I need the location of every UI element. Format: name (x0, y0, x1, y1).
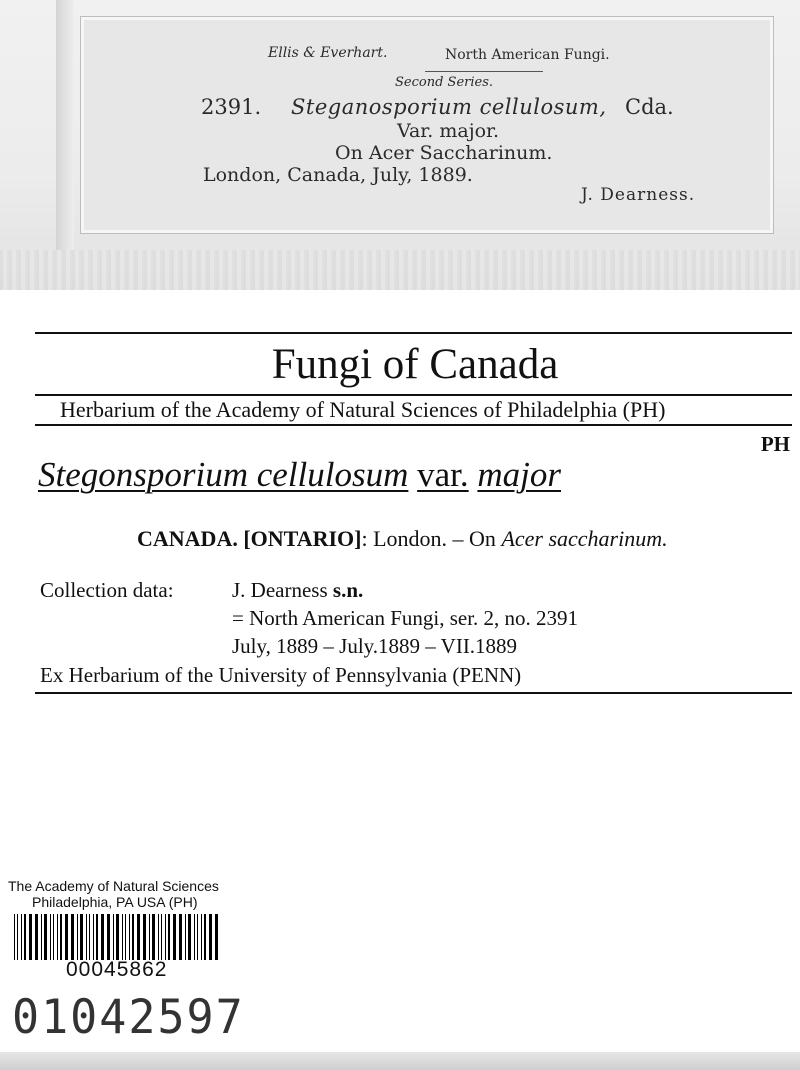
label-rule-top (35, 332, 792, 334)
exsiccata-species-author: Cda. (625, 95, 674, 119)
collector-name: J. Dearness (232, 578, 333, 602)
barcode-bar (29, 914, 32, 960)
barcode-bar (125, 914, 126, 960)
barcode-number: 00045862 (66, 958, 168, 981)
label-rule-institution (35, 424, 792, 426)
barcode-bar (116, 914, 119, 960)
barcode-bar (21, 914, 22, 960)
barcode-bar (113, 914, 114, 960)
barcode-bar (35, 914, 38, 960)
barcode-bar (41, 914, 42, 960)
locality-province: [ONTARIO] (243, 526, 362, 551)
barcode-bar (179, 914, 182, 960)
barcode-bar (101, 914, 104, 960)
barcode-bar (165, 914, 166, 960)
barcode-bar (173, 914, 176, 960)
collector-number: s.n. (332, 578, 364, 602)
exsiccata-authors: Ellis & Everhart. (268, 45, 388, 61)
stamp-institution: The Academy of Natural Sciences (8, 878, 219, 894)
taxon-infraspecific: major (477, 455, 562, 494)
label-rule-title (35, 394, 792, 396)
collection-dates: July, 1889 – July.1889 – VII.1889 (232, 634, 518, 658)
barcode-bar (161, 914, 162, 960)
barcode-bar (96, 914, 98, 960)
barcode-bar (24, 914, 26, 960)
collector-line (232, 578, 363, 603)
barcode-bar (57, 914, 58, 960)
exsiccata-series: North American Fungi. (445, 47, 610, 63)
barcode-bar (152, 914, 155, 960)
barcode-bar (80, 914, 83, 960)
exsiccata-host: On Acer Saccharinum. (335, 142, 553, 164)
label-rule-bottom (35, 692, 792, 694)
herbarium-code: PH (760, 432, 790, 456)
barcode-bar (60, 914, 62, 960)
barcode-bar (143, 914, 146, 960)
barcode-bar (201, 914, 202, 960)
barcode-bar (132, 914, 134, 960)
barcode-bar (168, 914, 170, 960)
barcode-bar (86, 914, 87, 960)
taxon-name (38, 455, 561, 495)
stamp-location: Philadelphia, PA USA (PH) (32, 894, 198, 910)
barcode-bar (44, 914, 47, 960)
exsiccata-label (80, 16, 774, 234)
sheet-edge-bottom (0, 1052, 800, 1070)
barcode-bar (204, 914, 206, 960)
sheet-edge (56, 0, 74, 250)
barcode-bar (93, 914, 94, 960)
barcode-bar (185, 914, 186, 960)
exsiccata-variety: Var. major. (397, 120, 500, 142)
locality-host: Acer saccharinum. (501, 526, 668, 551)
barcode-bar (137, 914, 140, 960)
exsiccata-rule (425, 71, 543, 72)
barcode-bar (149, 914, 150, 960)
barcode-bar (188, 914, 191, 960)
exsiccata-locality: London, Canada, July, 1889. (203, 164, 473, 186)
exsiccata-species: Steganosporium cellulosum, (291, 95, 607, 119)
barcode-bar (209, 914, 212, 960)
barcode-bar (194, 914, 195, 960)
barcode-bar (65, 914, 68, 960)
accession-number: 01042597 (12, 988, 245, 1045)
taxon-rank: var. (417, 455, 469, 494)
institution-name: Herbarium of the Academy of Natural Sciences of Philadelphia (PH) (60, 397, 666, 422)
barcode-bar (158, 914, 159, 960)
barcode-bar (122, 914, 123, 960)
exsiccata-reference: = North American Fungi, ser. 2, no. 2391 (232, 606, 579, 630)
barcode-bar (215, 914, 218, 960)
barcode-bar (77, 914, 78, 960)
exsiccata-second-series: Second Series. (395, 75, 494, 90)
barcode (12, 914, 220, 960)
locality-line (137, 526, 668, 552)
barcode-bar (17, 914, 18, 960)
locality-country: CANADA. (137, 526, 238, 551)
locality-place: : London. – On (361, 526, 502, 551)
barcode-bar (71, 914, 74, 960)
barcode-bar (53, 914, 54, 960)
ex-herbarium: Ex Herbarium of the University of Pennsylvania (PENN) (40, 663, 522, 687)
barcode-bar (129, 914, 130, 960)
exsiccata-collector: J. Dearness. (581, 185, 696, 205)
barcode-bar (107, 914, 110, 960)
barcode-bar (197, 914, 198, 960)
barcode-bar (14, 914, 15, 960)
collection-data-label: Collection data: (40, 578, 174, 602)
barcode-bar (89, 914, 90, 960)
page-title: Fungi of Canada (271, 341, 559, 388)
barcode-bar (50, 914, 51, 960)
exsiccata-number: 2391. (201, 95, 262, 119)
taxon-binomial: Stegonsporium cellulosum (38, 455, 409, 494)
